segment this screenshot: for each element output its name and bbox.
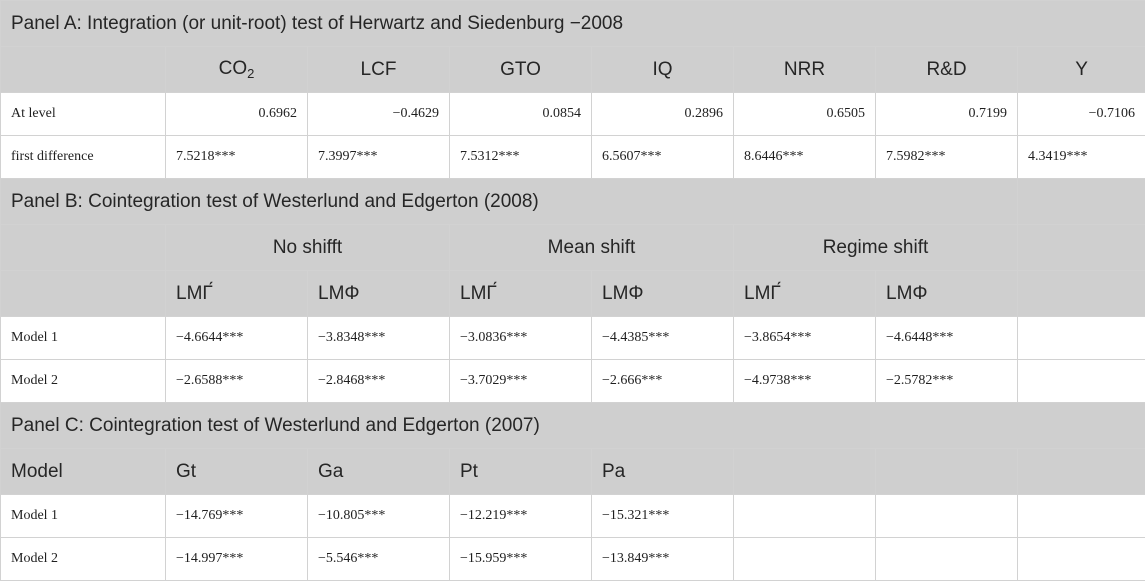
group-header-regime-shift: Regime shift — [734, 225, 1018, 271]
table-cell: 4.3419*** — [1018, 136, 1145, 179]
empty-cell — [1018, 317, 1145, 360]
column-header-rd: R&D — [876, 47, 1018, 93]
subcolumn-header: LMΓ́ — [166, 271, 308, 317]
panel-c-header-row — [1, 449, 1145, 495]
table-cell: 0.2896 — [592, 93, 734, 136]
header-blank — [734, 449, 876, 495]
empty-cell — [1018, 271, 1145, 317]
column-header-model: Model — [1, 449, 166, 495]
column-header-iq: IQ — [592, 47, 734, 93]
row-label: Model 2 — [1, 538, 166, 581]
panel-a-title: Panel A: Integration (or unit-root) test of Herwartz and Siedenburg −2008 — [1, 1, 1145, 47]
table-cell: 0.7199 — [876, 93, 1018, 136]
table-cell: 0.0854 — [450, 93, 592, 136]
header-blank — [876, 449, 1018, 495]
empty-cell — [1018, 495, 1145, 538]
table-row — [1, 136, 1145, 179]
group-header-no-shift: No shifft — [166, 225, 450, 271]
table-cell: 7.5218*** — [166, 136, 308, 179]
table-cell: −0.4629 — [308, 93, 450, 136]
row-label: At level — [1, 93, 166, 136]
table-cell: −2.6588*** — [166, 360, 308, 403]
table-cell: 6.5607*** — [592, 136, 734, 179]
table-cell: 0.6505 — [734, 93, 876, 136]
table-cell: −15.959*** — [450, 538, 592, 581]
table-row — [1, 93, 1145, 136]
row-label: Model 1 — [1, 495, 166, 538]
empty-cell — [1018, 225, 1145, 271]
panel-c-title: Panel C: Cointegration test of Westerlund and Edgerton (2007) — [1, 403, 1145, 449]
table-cell: −4.4385*** — [592, 317, 734, 360]
panel-b-title-row — [1, 179, 1145, 225]
table-cell: −14.997*** — [166, 538, 308, 581]
empty-cell — [734, 538, 876, 581]
empty-cell — [876, 538, 1018, 581]
table-cell: −10.805*** — [308, 495, 450, 538]
table-cell: −2.5782*** — [876, 360, 1018, 403]
column-header-pt: Pt — [450, 449, 592, 495]
row-label: first difference — [1, 136, 166, 179]
table-cell: −2.8468*** — [308, 360, 450, 403]
subcolumn-header: LMΦ — [592, 271, 734, 317]
table-cell: −4.6448*** — [876, 317, 1018, 360]
empty-cell — [1018, 360, 1145, 403]
column-header-pa: Pa — [592, 449, 734, 495]
row-label: Model 2 — [1, 360, 166, 403]
panel-b-subheader-row — [1, 271, 1145, 317]
table-cell: −2.666*** — [592, 360, 734, 403]
table-cell: −4.9738*** — [734, 360, 876, 403]
table-cell: −12.219*** — [450, 495, 592, 538]
column-header-co2: $CO_2$ — [166, 47, 308, 93]
table-cell: −3.7029*** — [450, 360, 592, 403]
panel-a-header-row — [1, 47, 1145, 93]
empty-cell — [876, 495, 1018, 538]
subcolumn-header: LMΦ — [308, 271, 450, 317]
column-header-y: Y — [1018, 47, 1145, 93]
panel-a-header-blank — [1, 47, 166, 93]
column-header-nrr: NRR — [734, 47, 876, 93]
table-cell: −14.769*** — [166, 495, 308, 538]
header-blank — [1018, 449, 1145, 495]
panel-c-title-row — [1, 403, 1145, 449]
group-header-mean-shift: Mean shift — [450, 225, 734, 271]
table-row — [1, 317, 1145, 360]
panel-b-subheader-blank — [1, 271, 166, 317]
table-cell: 7.3997*** — [308, 136, 450, 179]
empty-cell — [1018, 538, 1145, 581]
table-cell: −3.8348*** — [308, 317, 450, 360]
subcolumn-header: LMΦ — [876, 271, 1018, 317]
column-header-lcf: LCF — [308, 47, 450, 93]
empty-cell — [1018, 179, 1145, 225]
table-cell: 0.6962 — [166, 93, 308, 136]
row-label: Model 1 — [1, 317, 166, 360]
panel-b-group-row — [1, 225, 1145, 271]
table-cell: −13.849*** — [592, 538, 734, 581]
table-row — [1, 495, 1145, 538]
panel-b-header-blank — [1, 225, 166, 271]
table-cell: −3.8654*** — [734, 317, 876, 360]
table-cell: −4.6644*** — [166, 317, 308, 360]
table-cell: 7.5982*** — [876, 136, 1018, 179]
column-header-gto: GTO — [450, 47, 592, 93]
column-header-ga: Ga — [308, 449, 450, 495]
table-cell: −0.7106 — [1018, 93, 1145, 136]
table-cell: 7.5312*** — [450, 136, 592, 179]
table-cell: 8.6446*** — [734, 136, 876, 179]
table-cell: −15.321*** — [592, 495, 734, 538]
panel-a-title-row — [1, 1, 1145, 47]
empty-cell — [734, 495, 876, 538]
subcolumn-header: LMΓ́ — [450, 271, 592, 317]
table-cell: −3.0836*** — [450, 317, 592, 360]
table-cell: −5.546*** — [308, 538, 450, 581]
subcolumn-header: LMΓ́ — [734, 271, 876, 317]
table-row — [1, 360, 1145, 403]
column-header-gt: Gt — [166, 449, 308, 495]
panel-b-title: Panel B: Cointegration test of Westerlund and Edgerton (2008) — [1, 179, 1018, 225]
table-row — [1, 538, 1145, 581]
